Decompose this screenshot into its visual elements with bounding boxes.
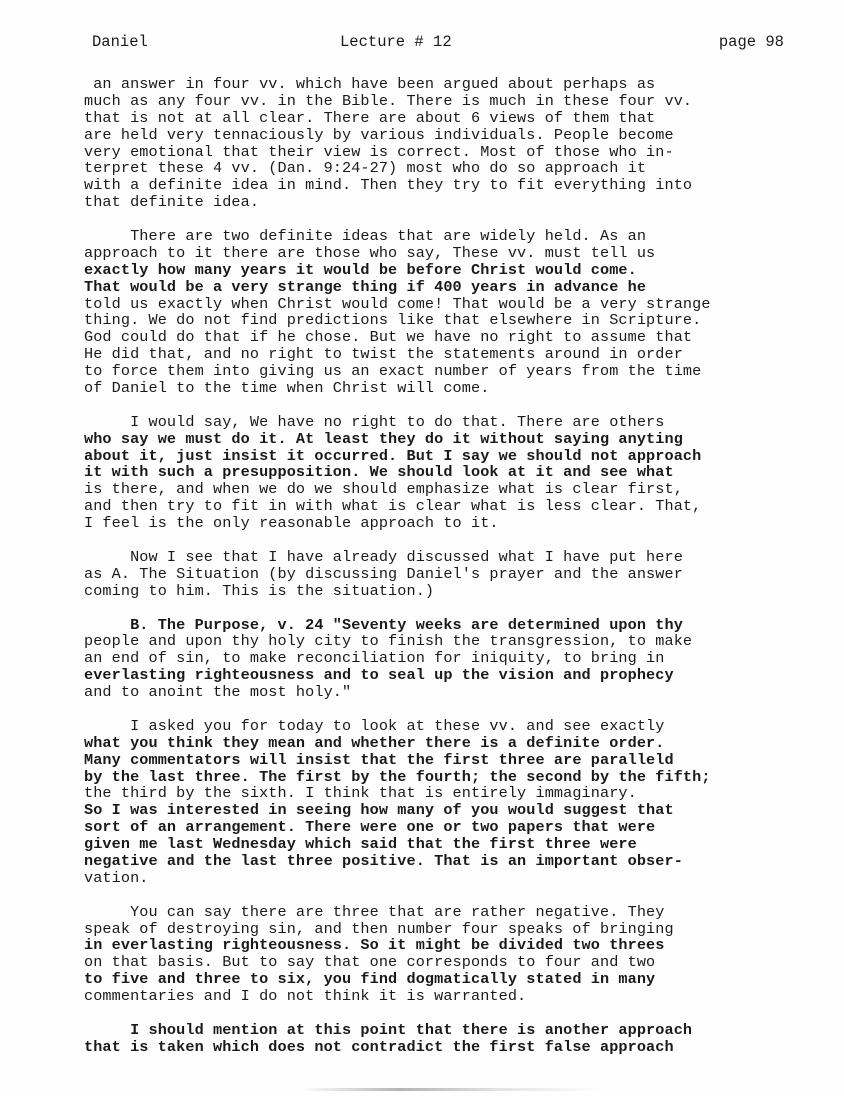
paragraph xyxy=(84,228,796,397)
text-line: what you think they mean and whether there is a definite order. xyxy=(84,733,665,752)
text-line: terpret these 4 vv. (Dan. 9:24-27) most who do so approach it xyxy=(84,159,647,178)
paragraph xyxy=(84,1022,796,1056)
text-line: Many commentators will insist that the first three are paralleld xyxy=(84,750,674,769)
text-line: by the last three. The first by the fourth; the second by the fifth; xyxy=(84,767,711,786)
text-line: B. The Purpose, v. 24 "Seventy weeks are determined upon thy xyxy=(84,615,683,634)
text-line: on that basis. But to say that one corresponds to four and two xyxy=(84,953,656,972)
text-line: that definite idea. xyxy=(84,193,260,212)
paragraph xyxy=(84,904,796,1005)
text-line: I feel is the only reasonable approach to it. xyxy=(84,514,499,533)
text-line: So I was interested in seeing how many of you would suggest that xyxy=(84,801,674,820)
text-line: God could do that if he chose. But we have no right to assume that xyxy=(84,328,693,347)
text-line: that is not at all clear. There are about 6 views of them that xyxy=(84,108,656,127)
text-line: exactly how many years it would be before Christ would come. xyxy=(84,260,637,279)
text-line: Now I see that I have already discussed what I have put here xyxy=(84,547,683,566)
text-line: vation. xyxy=(84,868,149,887)
text-line: an end of sin, to make reconciliation for iniquity, to bring in xyxy=(84,649,665,668)
text-line: He did that, and no right to twist the statements around in order xyxy=(84,345,683,364)
text-line: speak of destroying sin, and then number four speaks of bringing xyxy=(84,919,674,938)
paragraph xyxy=(84,414,796,532)
text-line: I should mention at this point that there is another approach xyxy=(84,1020,693,1039)
text-line: very emotional that their view is correct. Most of those who in- xyxy=(84,142,674,161)
text-line: it with such a presupposition. We should look at it and see what xyxy=(84,463,674,482)
text-line: coming to him. This is the situation.) xyxy=(84,581,435,600)
text-line: sort of an arrangement. There were one or two papers that were xyxy=(84,818,656,837)
text-line: given me last Wednesday which said that the first three were xyxy=(84,835,637,854)
text-line: that is taken which does not contradict the first false approach xyxy=(84,1037,674,1056)
header-book-title: Daniel xyxy=(92,33,148,51)
document-body xyxy=(84,76,796,1073)
text-line: an answer in four vv. which have been argued about perhaps as xyxy=(84,75,656,93)
paragraph xyxy=(84,617,796,701)
text-line: I asked you for today to look at these vv. and see exactly xyxy=(84,716,665,735)
text-line: That would be a very strange thing if 400 years in advance he xyxy=(84,277,647,296)
text-line: with a definite idea in mind. Then they try to fit everything into xyxy=(84,176,693,195)
text-line: You can say there are three that are rather negative. They xyxy=(84,902,665,921)
paragraph xyxy=(84,549,796,600)
scan-artifact-mark xyxy=(300,1088,600,1091)
text-line: about it, just insist it occurred. But I say we should not approach xyxy=(84,446,702,465)
page-header xyxy=(92,30,784,54)
text-line: the third by the sixth. I think that is entirely immaginary. xyxy=(84,784,637,803)
header-page-number: page 98 xyxy=(718,33,784,51)
text-line: is there, and when we do we should emphasize what is clear first, xyxy=(84,480,683,499)
text-line: and then try to fit in with what is clear what is less clear. That, xyxy=(84,497,702,516)
text-line: told us exactly when Christ would come! That would be a very strange xyxy=(84,294,711,313)
paragraph xyxy=(84,76,796,211)
text-line: thing. We do not find predictions like that elsewhere in Scripture. xyxy=(84,311,702,330)
text-line: as A. The Situation (by discussing Daniel's prayer and the answer xyxy=(84,564,683,583)
text-line: to force them into giving us an exact number of years from the time xyxy=(84,362,702,381)
paragraph xyxy=(84,718,796,887)
header-lecture-number: Lecture # 12 xyxy=(340,33,452,51)
text-line: to five and three to six, you find dogmatically stated in many xyxy=(84,970,656,989)
text-line: and to anoint the most holy." xyxy=(84,683,352,702)
text-line: I would say, We have no right to do that. There are others xyxy=(84,412,665,431)
text-line: who say we must do it. At least they do it without saying anyting xyxy=(84,429,683,448)
text-line: people and upon thy holy city to finish the transgression, to make xyxy=(84,632,693,651)
text-line: everlasting righteousness and to seal up the vision and prophecy xyxy=(84,666,674,685)
text-line: There are two definite ideas that are widely held. As an xyxy=(84,227,647,246)
text-line: negative and the last three positive. That is an important obser- xyxy=(84,851,683,870)
text-line: in everlasting righteousness. So it might be divided two threes xyxy=(84,936,665,955)
text-line: are held very tennaciously by various individuals. People become xyxy=(84,125,674,144)
text-line: commentaries and I do not think it is warranted. xyxy=(84,987,527,1006)
text-line: of Daniel to the time when Christ will come. xyxy=(84,379,490,398)
text-line: much as any four vv. in the Bible. There is much in these four vv. xyxy=(84,91,693,110)
text-line: approach to it there are those who say, These vv. must tell us xyxy=(84,243,656,262)
